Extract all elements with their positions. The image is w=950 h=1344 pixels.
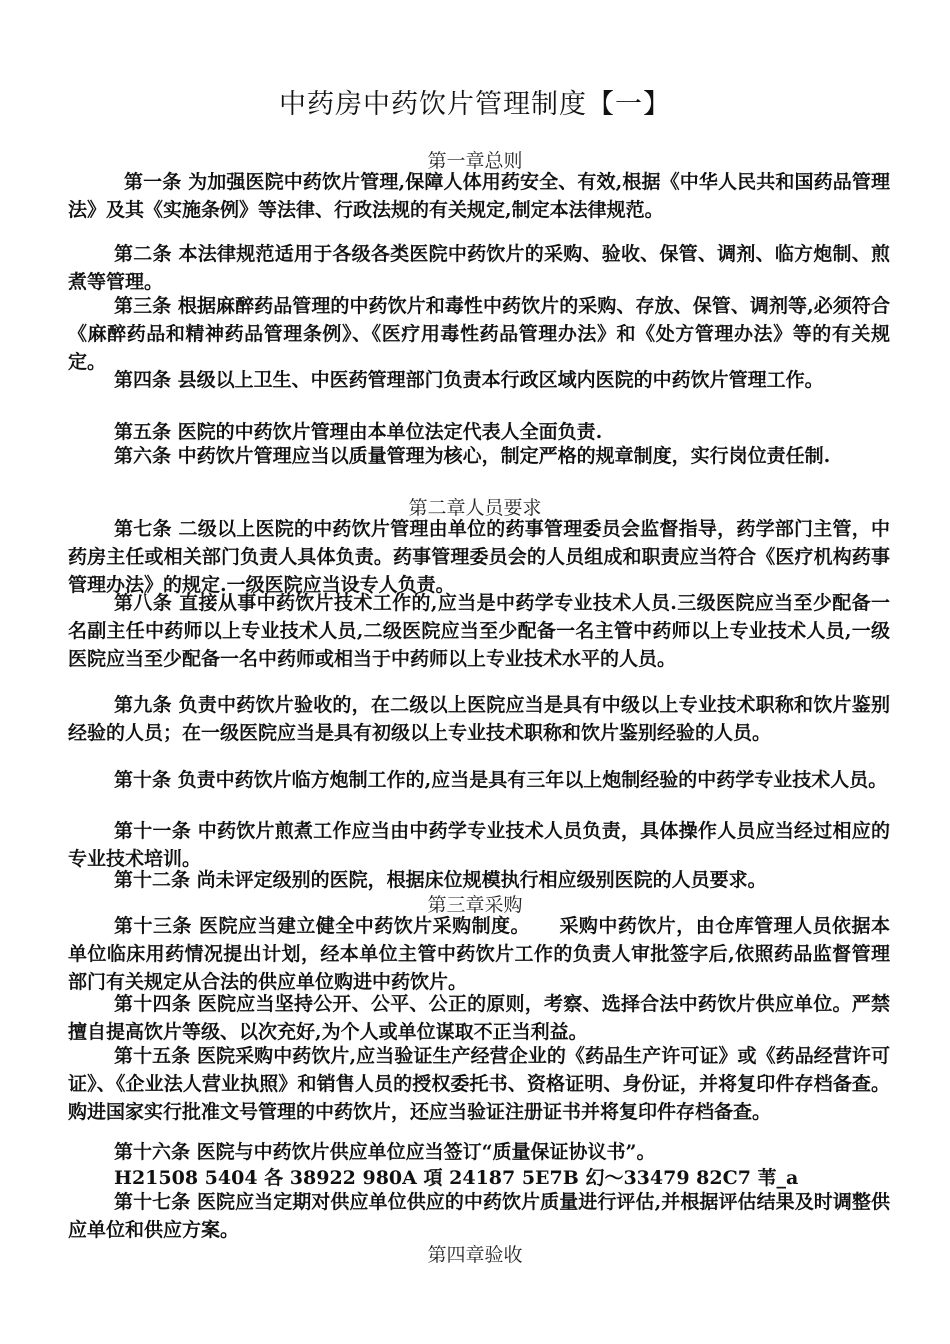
document-title: 中药房中药饮片管理制度【一】 [279, 89, 671, 120]
article-5: 第五条 医院的中药饮片管理由本单位法定代表人全面负责. [114, 421, 603, 443]
chapter-heading-4: 第四章验收 [427, 1244, 523, 1266]
article-15: 第十五条 医院采购中药饮片,应当验证生产经营企业的《药品生产许可证》或《药品经营许可证》、《企业法人营业执照》和销售人员的授权委托书、资格证明、身份证，并将复印件存档备查。购进国家实行批准文号管理的中药饮片，还应当验证注册证书并将复印件存档备查。 [68, 1045, 890, 1123]
article-2: 第二条 本法律规范适用于各级各类医院中药饮片的采购、验收、保管、调剂、临方炮制、煎煮等管理。 [68, 243, 890, 293]
article-14: 第十四条 医院应当坚持公开、公平、公正的原则，考察、选择合法中药饮片供应单位。严禁擅自提高饮片等级、以次充好,为个人或单位谋取不正当利益。 [68, 993, 890, 1043]
chapter-heading-2: 第二章人员要求 [408, 497, 542, 519]
article-1: 第一条 为加强医院中药饮片管理,保障人体用药安全、有效,根据《中华人民共和国药品管理法》及其《实施条例》等法律、行政法规的有关规定,制定本法律规范。 [68, 171, 890, 221]
article-7: 第七条 二级以上医院的中药饮片管理由单位的药事管理委员会监督指导，药学部门主管，中药房主任或相关部门负责人具体负责。药事管理委员会的人员组成和职责应当符合《医疗机构药事管理办法》的规定.一级医院应当设专人负责。 [68, 518, 890, 596]
stray-code-line: H21508 5404 各 38922 980A 項 24187 5E7B 幻～33479 82C7 苇_a [114, 1167, 799, 1189]
article-9: 第九条 负责中药饮片验收的，在二级以上医院应当是具有中级以上专业技术职称和饮片鉴别经验的人员；在一级医院应当是具有初级以上专业技术职称和饮片鉴别经验的人员。 [68, 694, 890, 744]
article-13: 第十三条 医院应当建立健全中药饮片采购制度。 采购中药饮片，由仓库管理人员依据本单位临床用药情况提出计划，经本单位主管中药饮片工作的负责人审批签字后,依照药品监督管理部门有关规定从合法的供应单位购进中药饮片。 [68, 915, 890, 993]
article-6: 第六条 中药饮片管理应当以质量管理为核心，制定严格的规章制度，实行岗位责任制. [114, 445, 831, 467]
article-17: 第十七条 医院应当定期对供应单位供应的中药饮片质量进行评估,并根据评估结果及时调整供应单位和供应方案。 [68, 1191, 890, 1241]
chapter-heading-3: 第三章采购 [427, 894, 523, 916]
chapter-heading-1: 第一章总则 [427, 150, 523, 172]
article-12: 第十二条 尚未评定级别的医院，根据床位规模执行相应级别医院的人员要求。 [114, 869, 767, 891]
article-4: 第四条 县级以上卫生、中医药管理部门负责本行政区域内医院的中药饮片管理工作。 [114, 369, 824, 391]
article-11: 第十一条 中药饮片煎煮工作应当由中药学专业技术人员负责，具体操作人员应当经过相应的专业技术培训。 [68, 820, 890, 870]
article-8: 第八条 直接从事中药饮片技术工作的,应当是中药学专业技术人员.三级医院应当至少配备一名副主任中药师以上专业技术人员,二级医院应当至少配备一名主管中药师以上专业技术人员,一级医院应当至少配备一名中药师或相当于中药师以上专业技术水平的人员。 [68, 592, 890, 670]
article-3: 第三条 根据麻醉药品管理的中药饮片和毒性中药饮片的采购、存放、保管、调剂等,必须符合《麻醉药品和精神药品管理条例》、《医疗用毒性药品管理办法》和《处方管理办法》等的有关规定。 [68, 295, 890, 373]
article-16: 第十六条 医院与中药饮片供应单位应当签订“质量保证协议书”。 [114, 1141, 656, 1163]
article-10: 第十条 负责中药饮片临方炮制工作的,应当是具有三年以上炮制经验的中药学专业技术人员。 [114, 769, 888, 791]
